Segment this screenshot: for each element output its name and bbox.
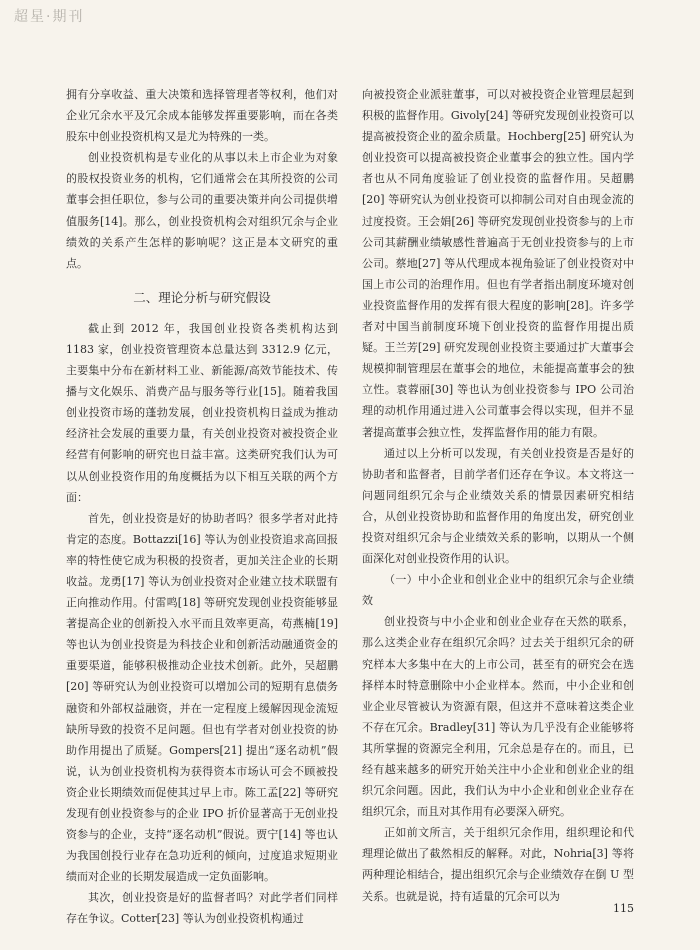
left-body-paragraph-1: 截止到 2012 年，我国创业投资各类机构达到 1183 家，创业投资管理资本总量达到 3312.9 亿元，主要集中分布在新材料工业、新能源/高效节能技术、传播与文化娱乐、消费产品与服务等行业[15]。随着我国创业投资市场的蓬勃发展，创业投资机构日益成为推动经济社会发展的重要力量，有关创业投资对被投资企业经营有何影响的研究也日益丰富。这类研究我们认为可以从创业投资作用的角度概括为以下相互关联的两个方面： [66, 321, 338, 504]
journal-masthead: 超星·期刊 [14, 9, 85, 25]
page-number: 115 [613, 902, 634, 915]
left-body-paragraph-3: 其次，创业投资是好的监督者吗？对此学者们同样存在争议。Cotter[23] 等认为创业投资机构通过 [66, 891, 338, 926]
left-intro-paragraph-1: 拥有分享收益、重大决策和选择管理者等权利，他们对企业冗余水平及冗余成本能够发挥重要影响，而在各类股东中创业投资机构又是尤为特殊的一类。 [66, 88, 338, 144]
right-paragraph-4: 正如前文所言，关于组织冗余作用，组织理论和代理理论做出了截然相反的解释。对此，Nohria[3] 等将两种理论相结合，提出组织冗余与企业绩效存在倒 U 型关系。也就是说，持有适量的冗余可以为 [362, 826, 634, 903]
right-paragraph-2: 通过以上分析可以发现，有关创业投资是否是好的协助者和监督者，目前学者们还存在争议。本文将这一问题同组织冗余与企业绩效关系的情景因素研究相结合，从创业投资协助和监督作用的角度出发，研究创业投资对组织冗余与企业绩效关系的影响，以期从一个侧面深化对创业投资作用的认识。 [362, 446, 634, 566]
left-column [66, 84, 338, 930]
left-body-paragraph-2: 首先，创业投资是好的协助者吗？很多学者对此持肯定的态度。Bottazzi[16] 等认为创业投资追求高回报率的特性使它成为积极的投资者，更加关注企业的长期收益。龙勇[17] 等认为创业投资对企业建立技术联盟有正向推动作用。付雷鸣[18] 等研究发现创业投资能够显著提高企业的创新投入水平而且效率更高，苟燕楠[19] 等也认为创业投资是为科技企业和创新活动融通资金的重要渠道，能够积极推动企业技术创新。此外，吴超鹏[20] 等研究认为创业投资可以增加公司的短期有息债务融资和外部权益融资，并在一定程度上缓解因现金流短缺所导致的投资不足问题。但也有学者对创业投资的协助作用提出了质疑。Gompers[21] 提出“逐名动机”假说，认为创业投资机构为获得资本市场认可会不顾被投资企业长期绩效而促使其过早上市。陈工孟[22] 等研究发现有创业投资参与的企业 IPO 折价显著高于无创业投资参与的企业，支持“逐名动机”假说。贾宁[14] 等也认为我国创投行业存在急功近利的倾向，过度追求短期业绩而对企业的长期发展造成一定负面影响。 [66, 511, 338, 884]
right-paragraph-3: 创业投资与中小企业和创业企业存在天然的联系，那么这类企业存在组织冗余吗？过去关于组织冗余的研究样本大多集中在大的上市公司，甚至有的研究会在选择样本时特意删除中小企业样本。然而，中小企业和创业企业尽管被认为资源有限，但这并不意味着这类企业不存在冗余。Bradley[31] 等认为几乎没有企业能够将其所掌握的资源完全利用，冗余总是存在的。而且，已经有越来越多的研究开始关注中小企业和创业企业的组织冗余问题。因此，我们认为中小企业和创业企业存在组织冗余，而且对其作用有必要深入研究。 [362, 615, 634, 819]
sub-heading: （一）中小企业和创业企业中的组织冗余与企业绩效 [362, 573, 634, 608]
right-column [362, 84, 634, 907]
left-intro-paragraph-2: 创业投资机构是专业化的从事以未上市企业为对象的股权投资业务的机构，它们通常会在其所投资的公司董事会担任职位，参与公司的重要决策并向公司提供增值服务[14]。那么，创业投资机构会对组织冗余与企业绩效的关系产生怎样的影响呢？这正是本文研究的重点。 [66, 151, 338, 270]
section-heading: 二、理论分析与研究假设 [133, 289, 271, 305]
right-paragraph-1: 向被投资企业派驻董事，可以对被投资企业管理层起到积极的监督作用。Givoly[24] 等研究发现创业投资可以提高被投资企业的盈余质量。Hochberg[25] 研究认为创业投资可以提高被投资企业董事会的独立性。国内学者也从不同角度验证了创业投资的监督作用。吴超鹏[20] 等研究认为创业投资可以抑制公司对自由现金流的过度投资。王会娟[26] 等研究发现创业投资参与的上市公司其薪酬业绩敏感性普遍高于无创业投资参与的上市公司。蔡地[27] 等从代理成本视角验证了创业投资对中国上市公司的治理作用。但也有学者指出制度环境对创业投资监督作用的发挥有很大程度的影响[28]。许多学者对中国当前制度环境下创业投资的监督作用提出质疑。王兰芳[29] 研究发现创业投资主要通过扩大董事会规模抑制管理层在董事会的地位，未能提高董事会的独立性。袁蓉丽[30] 等也认为创业投资参与 IPO 公司治理的动机作用通过进入公司董事会得以实现，但并不显著提高董事会独立性，发挥监督作用的能力有限。 [362, 88, 634, 439]
